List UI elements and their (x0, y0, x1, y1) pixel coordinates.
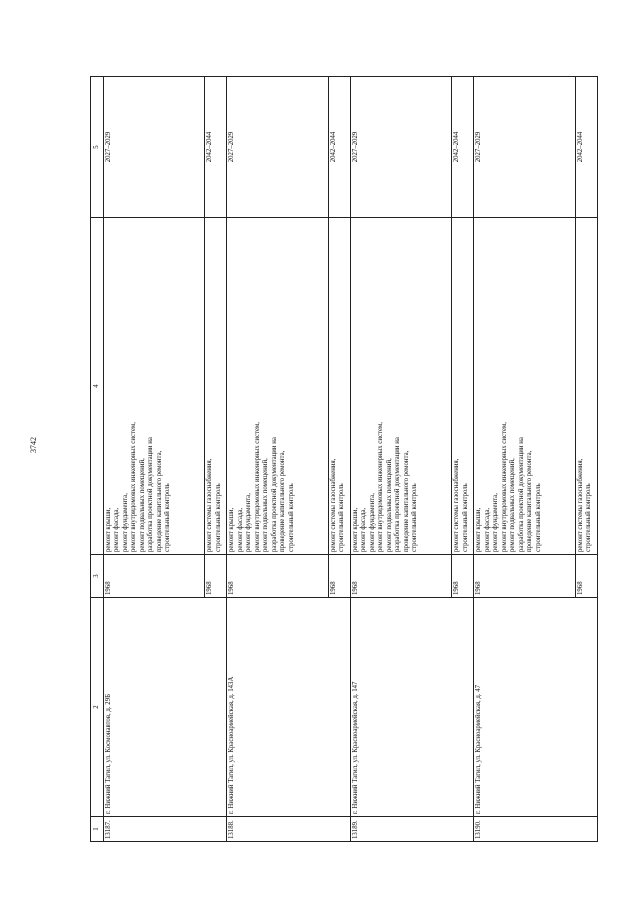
repair-work-item: проведение капитального ремонта, (155, 450, 163, 552)
repair-work-item: ремонт крыши, (475, 507, 483, 552)
repair-period: 2042–2044 (328, 77, 350, 218)
building-address: г. Нижний Тагил, ул. Красноармейская, д. 147 (350, 598, 473, 817)
table-row (474, 77, 575, 842)
repair-work-item: строительный контроль (461, 483, 469, 552)
repair-work-item: ремонт фасада, (113, 507, 121, 552)
rotated-table-plane (90, 82, 598, 842)
page-number: 3742 (29, 437, 38, 453)
repair-period: 2027–2029 (350, 77, 451, 218)
repair-period: 2027–2029 (227, 77, 328, 218)
repair-work-item: ремонт внутридомовых инженерных систем, (130, 422, 138, 552)
repair-work-item: ремонт фасада, (483, 507, 491, 552)
repair-work-item: ремонт системы газоснабжения, (206, 458, 214, 552)
repair-work-item: разработка проектной документации на (147, 437, 155, 552)
build-year: 1968 (474, 555, 575, 598)
repair-work-item: строительный контроль (164, 483, 172, 552)
repair-work-item: строительный контроль (534, 483, 542, 552)
building-address: г. Нижний Тагил, ул. Космонавтов, д. 29Б (104, 598, 227, 817)
row-number: 13190. (474, 817, 598, 842)
repair-work-item: разработка проектной документации на (517, 437, 525, 552)
build-year: 1968 (575, 555, 597, 598)
repair-work-item: проведение капитального ремонта, (526, 450, 534, 552)
repair-period: 2042–2044 (452, 77, 474, 218)
repair-period: 2042–2044 (575, 77, 597, 218)
repair-work-item: ремонт внутридомовых инженерных систем, (377, 422, 385, 552)
table-row (227, 77, 328, 842)
repair-work-item: строительный контроль (214, 483, 222, 552)
repair-work-item: ремонт крыши, (105, 507, 112, 552)
repair-work-item: ремонт подвальных помещений, (138, 458, 146, 552)
repair-work-item: ремонт фундамента, (492, 493, 500, 552)
repair-work-item: строительный контроль (411, 483, 419, 552)
header-col-3: 3 (91, 555, 104, 598)
building-address: г. Нижний Тагил, ул. Красноармейская, д. 143А (227, 598, 350, 817)
repair-period: 2027–2029 (474, 77, 575, 218)
build-year: 1968 (328, 555, 350, 598)
repair-work-item: ремонт крыши, (228, 507, 236, 552)
table-header-row (91, 77, 104, 842)
building-address: г. Нижний Тагил, ул. Красноармейская, д. 47 (474, 598, 598, 817)
capital-repair-table (90, 76, 598, 842)
repair-work-item: ремонт фасада, (360, 507, 368, 552)
header-col-5: 5 (91, 77, 104, 218)
repair-work-item: ремонт подвальных помещений, (509, 458, 517, 552)
table-body (104, 77, 598, 842)
repair-work-item: ремонт фундамента, (368, 493, 376, 552)
repair-work-item: строительный контроль (287, 483, 295, 552)
repair-period: 2042–2044 (205, 77, 227, 218)
repair-works (452, 218, 474, 555)
repair-works (474, 218, 575, 555)
row-number: 13188. (227, 817, 350, 842)
repair-work-item: строительный контроль (585, 483, 593, 552)
repair-period: 2027–2029 (104, 77, 205, 218)
repair-work-item: разработка проектной документации на (394, 437, 402, 552)
repair-work-item: ремонт крыши, (351, 507, 359, 552)
build-year: 1968 (227, 555, 328, 598)
repair-works (328, 218, 350, 555)
header-col-4: 4 (91, 218, 104, 555)
repair-work-item: ремонт системы газоснабжения, (453, 458, 461, 552)
repair-work-item: ремонт фасада, (236, 507, 244, 552)
repair-work-item: ремонт подвальных помещений, (385, 458, 393, 552)
build-year: 1968 (104, 555, 205, 598)
repair-work-item: ремонт внутридомовых инженерных систем, (253, 422, 261, 552)
repair-work-item: проведение капитального ремонта, (402, 450, 410, 552)
repair-work-item: ремонт фундамента, (245, 493, 253, 552)
repair-works (350, 218, 451, 555)
header-col-2: 2 (91, 598, 104, 817)
repair-work-item: ремонт подвальных помещений, (262, 458, 270, 552)
repair-work-item: ремонт системы газоснабжения, (576, 458, 584, 552)
repair-works (104, 218, 205, 555)
repair-works (575, 218, 597, 555)
build-year: 1968 (205, 555, 227, 598)
repair-works (205, 218, 227, 555)
repair-work-item: ремонт системы газоснабжения, (329, 458, 337, 552)
row-number: 13187. (104, 817, 227, 842)
row-number: 13189. (350, 817, 473, 842)
repair-works (227, 218, 328, 555)
repair-work-item: проведение капитального ремонта, (279, 450, 287, 552)
repair-work-item: ремонт внутридомовых инженерных систем, (500, 422, 508, 552)
build-year: 1968 (452, 555, 474, 598)
header-col-1: 1 (91, 817, 104, 842)
table-row (104, 77, 205, 842)
repair-work-item: ремонт фундамента, (121, 493, 129, 552)
repair-work-item: разработка проектной документации на (270, 437, 278, 552)
table-row (350, 77, 451, 842)
repair-work-item: строительный контроль (338, 483, 346, 552)
build-year: 1968 (350, 555, 451, 598)
